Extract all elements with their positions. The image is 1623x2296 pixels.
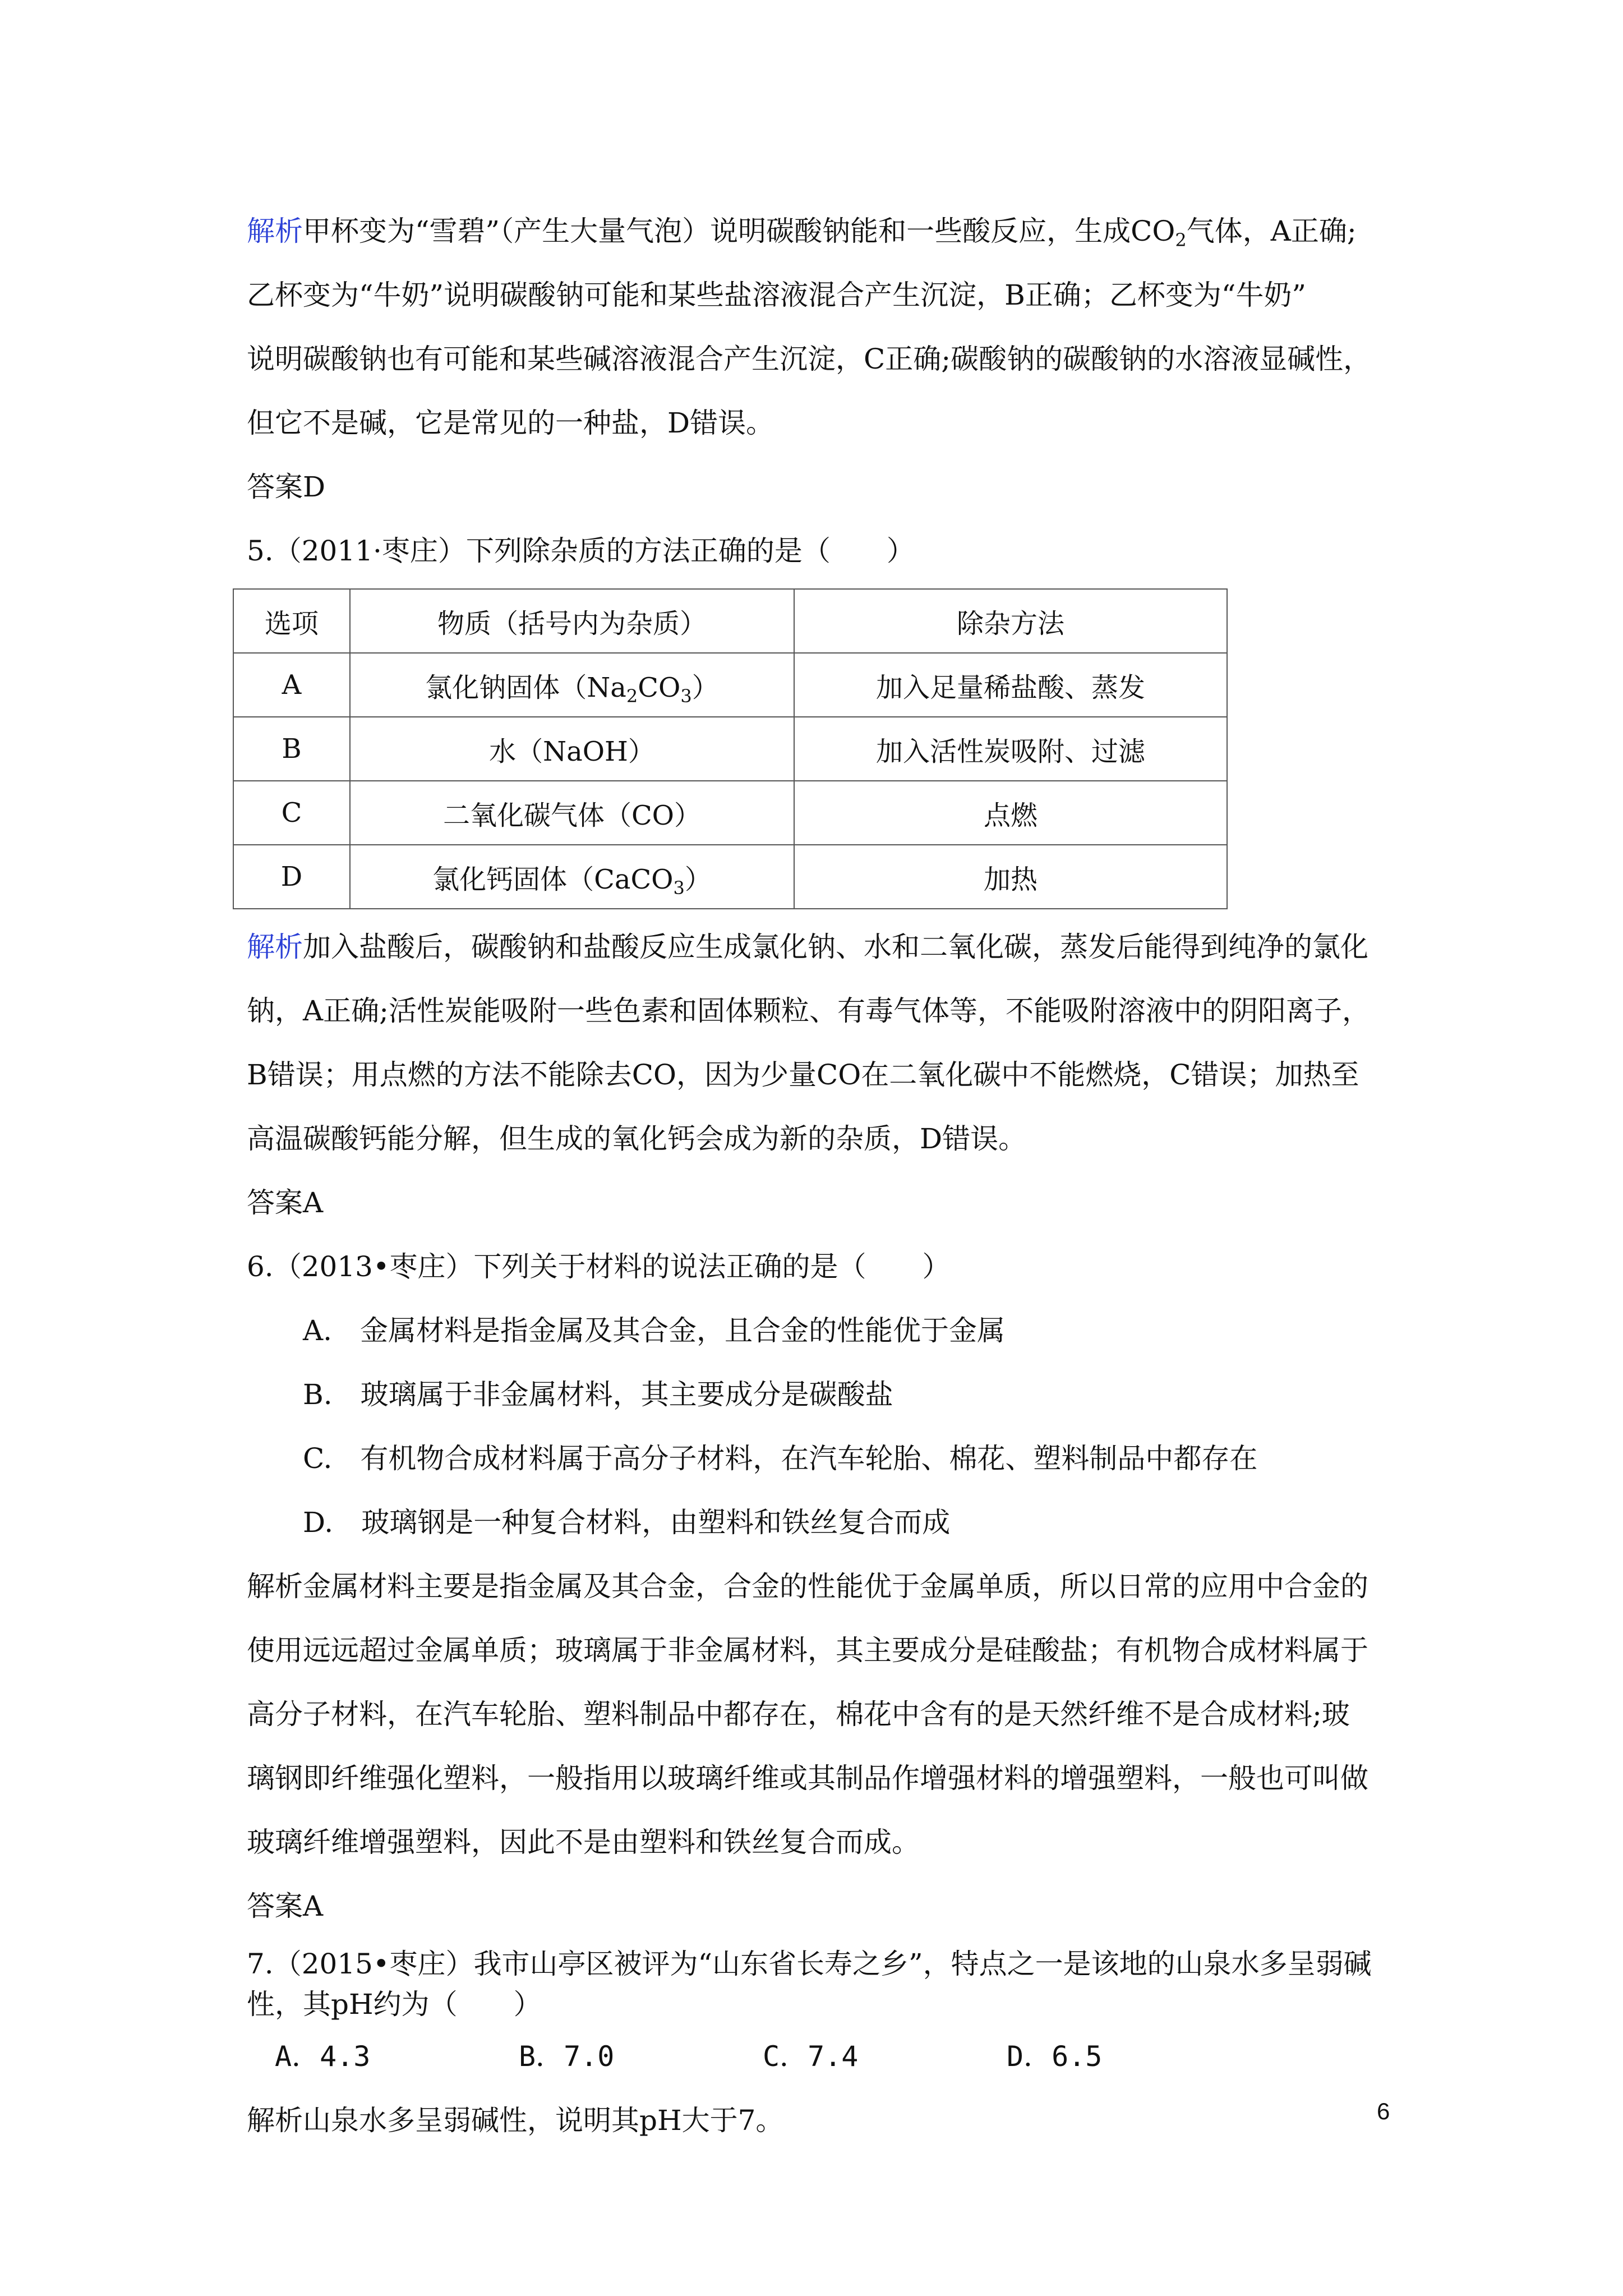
cell-option: C: [233, 781, 350, 845]
q5-analysis-line-2: 钠，A正确;活性炭能吸附一些色素和固体颗粒、有毒气体等，不能吸附溶液中的阴阳离子，: [247, 995, 1370, 1027]
q6-analysis-line-3: 高分子材料，在汽车轮胎、塑料制品中都存在，棉花中含有的是天然纤维不是合成材料;玻: [247, 1698, 1350, 1731]
q4-answer: 答案D: [247, 471, 326, 503]
q6-option-d: D. 玻璃钢是一种复合材料，由塑料和铁丝复合而成: [303, 1506, 951, 1539]
header-substance: 物质（括号内为杂质）: [350, 589, 794, 653]
q6-analysis-line-4: 璃钢即纤维强化塑料，一般指用以玻璃纤维或其制品作增强材料的增强塑料，一般也可叫做: [247, 1762, 1368, 1795]
q5-answer: 答案A: [247, 1186, 324, 1219]
cell-substance: 氯化钠固体$(Na_2CO_3)$: [350, 653, 794, 717]
q5-analysis-line-1: 解析加入盐酸后，碳酸钠和盐酸反应生成氯化钠、水和二氧化碳，蒸发后能得到纯净的氯化: [247, 931, 1368, 963]
cell-method: 加入活性炭吸附、过滤: [794, 717, 1227, 781]
table-row: [233, 781, 1227, 845]
table-row: [233, 717, 1227, 781]
analysis-label: 解析: [247, 931, 303, 963]
q7-choice-a: A．4.3: [275, 2040, 371, 2073]
q4-analysis-line-4: 但它不是碱，它是常见的一种盐，D错误。: [247, 407, 774, 439]
q6-analysis-line-1: 解析金属材料主要是指金属及其合金，合金的性能优于金属单质，所以日常的应用中合金的: [247, 1570, 1368, 1603]
header-method: 除杂方法: [794, 589, 1227, 653]
q6-analysis-line-5: 玻璃纤维增强塑料，因此不是由塑料和铁丝复合而成。: [247, 1826, 920, 1858]
q7-choice-c: C．7.4: [763, 2040, 859, 2073]
q7-choice-b: B．7.0: [519, 2040, 615, 2073]
cell-method: 加热: [794, 845, 1227, 909]
cell-substance: 氯化钙固体（CaCO$_3$）: [350, 845, 794, 909]
cell-method: 点燃: [794, 781, 1227, 845]
q6-option-c: C. 有机物合成材料属于高分子材料，在汽车轮胎、棉花、塑料制品中都存在: [303, 1442, 1258, 1475]
q5-table: [233, 588, 1228, 909]
header-option: 选项: [233, 589, 350, 653]
cell-option: A: [233, 653, 350, 717]
table-header-row: [233, 589, 1227, 653]
q5-analysis-line-4: 高温碳酸钙能分解，但生成的氧化钙会成为新的杂质，D错误。: [247, 1122, 1027, 1155]
table-row: [233, 845, 1227, 909]
analysis-label: 解析: [247, 215, 303, 247]
q7-analysis: 解析山泉水多呈弱碱性，说明其pH大于7。: [247, 2104, 784, 2137]
q6-option-b: B. 玻璃属于非金属材料，其主要成分是碳酸盐: [303, 1378, 893, 1411]
cell-substance: 水（NaOH）: [350, 717, 794, 781]
page-number: 6: [1377, 2098, 1390, 2124]
document-page: [247, 199, 1391, 2152]
q4-analysis-line-3: 说明碳酸钠也有可能和某些碱溶液混合产生沉淀，C正确;碳酸钠的碳酸钠的水溶液显碱性，: [247, 343, 1372, 375]
q6-question: 6.（2013•枣庄）下列关于材料的说法正确的是（ ）: [247, 1250, 951, 1283]
q5-question: 5.（2011·枣庄）下列除杂质的方法正确的是（ ）: [247, 535, 915, 567]
q4-analysis-line-1: 解析甲杯变为“雪碧”（产生大量气泡）说明碳酸钠能和一些酸反应，生成$CO_2$气体，A正确;: [247, 215, 1357, 251]
cell-substance: 二氧化碳气体（CO）: [350, 781, 794, 845]
q7-choice-d: D．6.5: [1007, 2040, 1103, 2073]
q6-answer: 答案A: [247, 1890, 324, 1922]
q7-question-line-2: 性，其pH约为（ ）: [247, 1988, 542, 2021]
q6-option-a: A. 金属材料是指金属及其合金，且合金的性能优于金属: [303, 1314, 1006, 1347]
cell-method: 加入足量稀盐酸、蒸发: [794, 653, 1227, 717]
q7-question-line-1: 7.（2015•枣庄）我市山亭区被评为“山东省长寿之乡”，特点之一是该地的山泉水多呈弱碱: [247, 1948, 1372, 1980]
q6-analysis-line-2: 使用远远超过金属单质；玻璃属于非金属材料，其主要成分是硅酸盐；有机物合成材料属于: [247, 1634, 1368, 1667]
q7-choices: [247, 2024, 1391, 2088]
table-row: [233, 653, 1227, 717]
q5-analysis-line-3: B错误；用点燃的方法不能除去CO，因为少量CO在二氧化碳中不能燃烧，C错误；加热至: [247, 1059, 1359, 1091]
cell-option: D: [233, 845, 350, 909]
cell-option: B: [233, 717, 350, 781]
q4-analysis-line-2: 乙杯变为“牛奶”说明碳酸钠可能和某些盐溶液混合产生沉淀，B正确；乙杯变为“牛奶”: [247, 279, 1306, 311]
